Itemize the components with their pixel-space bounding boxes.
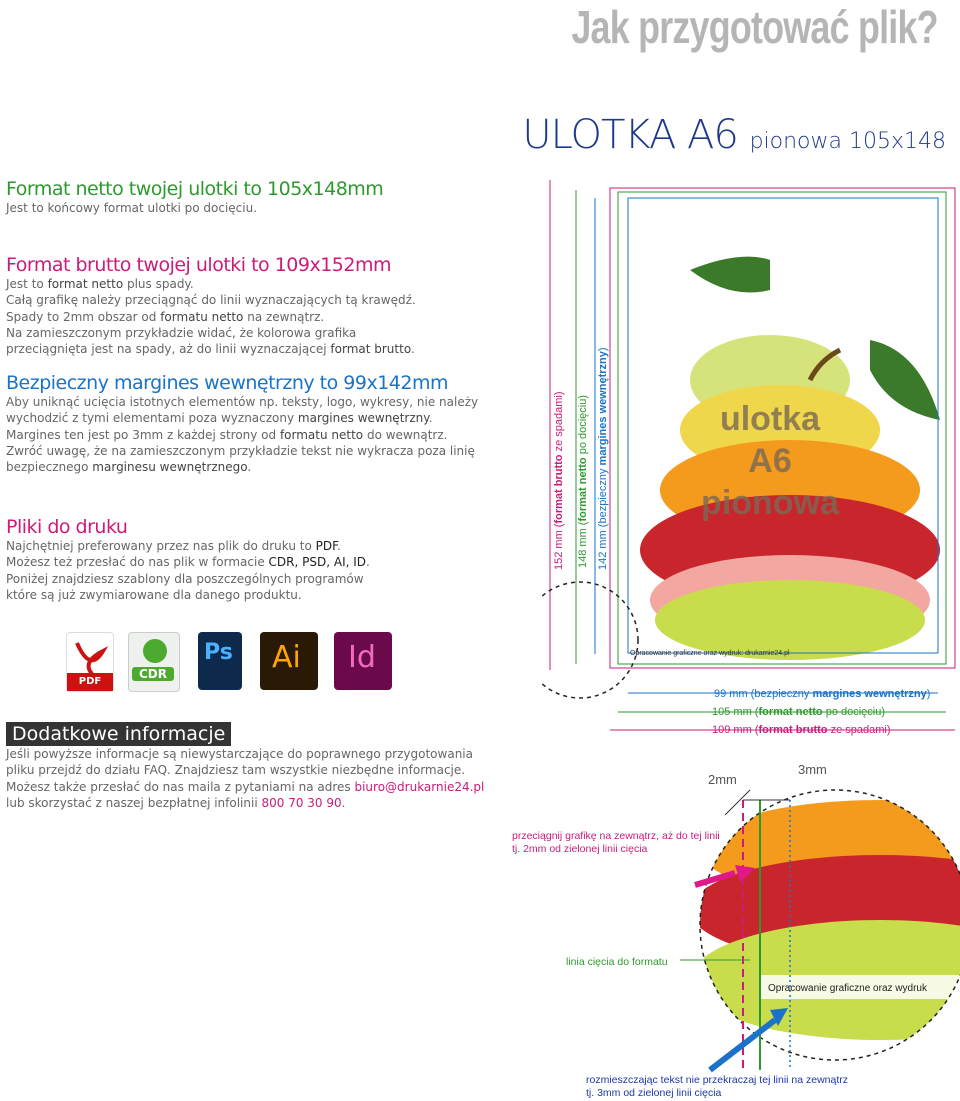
cdr-icon[interactable]: CDR	[128, 632, 180, 692]
files-text: Najchętniej preferowany przez nas plik do druku to PDF. Możesz też przesłać do nas plik w formacie CDR, PSD, AI, ID. Poniżej znajdziesz szablony dla poszczególnych programów które są już zwymiarowane dla danego produktu.	[6, 539, 370, 602]
section-files	[6, 516, 506, 603]
product-title	[522, 112, 946, 158]
margin-text: Aby uniknąć ucięcia istotnych elementów np. teksty, logo, wykresy, nie należy wychodzić z tymi elementami poza wyznaczony margines wewnętrzny. Margines ten jest po 3mm z każdej strony od formatu netto do wewnątrz. Zwróć uwagę, że na zamieszczonym przykładzie tekst nie wykracza poza linię bezpiecznego marginesu wewnętrznego.	[6, 395, 479, 475]
section-netto	[6, 178, 506, 216]
dim-142: 142 mm (bezpieczny margines wewnętrzny)	[597, 347, 609, 570]
product-main: ULOTKA A6	[522, 112, 738, 158]
dim-105: 105 mm (format netto po docięciu)	[712, 706, 886, 718]
section-extra	[6, 722, 506, 811]
photoshop-icon[interactable]: Ps	[198, 632, 242, 690]
dim-148: 148 mm (format netto po docięciu)	[577, 394, 589, 568]
netto-text: Jest to końcowy format ulotki po docięciu.	[6, 201, 258, 215]
zoom-credit: Opracowanie graficzne oraz wydruk	[768, 983, 927, 994]
section-brutto	[6, 254, 506, 357]
extra-heading: Dodatkowe informacje	[6, 722, 231, 746]
dim-109: 109 mm (format brutto ze spadami)	[712, 724, 891, 736]
files-heading: Pliki do druku	[6, 516, 128, 538]
zoom-3mm: 3mm	[798, 762, 827, 777]
pdf-icon[interactable]: PDF	[66, 632, 114, 692]
zoom-detail	[560, 770, 960, 1101]
dim-99: 99 mm (bezpieczny margines wewnętrzny)	[714, 688, 931, 700]
note-safe: rozmieszczając tekst nie przekraczaj tej linii na zewnątrz tj. 3mm od zielonej linii cięcia	[586, 1074, 849, 1099]
credit-text: Opracowanie graficzne oraz wydruk: drukarnie24.pl	[630, 650, 790, 657]
note-cut: linia cięcia do formatu	[566, 956, 668, 968]
extra-text: Jeśli powyższe informacje są niewystarczające do poprawnego przygotowania pliku przejdź do działu FAQ. Znajdziesz tam wszystkie niezbędne informacje. Możesz także przesłać do nas maila z pytaniami na adres biuro@drukarnie24.pl lub skorzystać z naszej bezpłatnej infolinii 800 70 30 90.	[6, 747, 485, 810]
phone-link[interactable]: 800 70 30 90	[261, 795, 342, 810]
dim-152: 152 mm (format brutto ze spadami)	[553, 391, 565, 570]
note-bleed: przeciągnij grafikę na zewnątrz, aż do tej linii tj. 2mm od zielonej linii cięcia	[512, 830, 720, 855]
email-link[interactable]: biuro@drukarnie24.pl	[354, 779, 485, 794]
margin-heading: Bezpieczny margines wewnętrzny to 99x142mm	[6, 372, 448, 394]
page-title: Jak przygotować plik?	[571, 1, 938, 53]
illustrator-icon[interactable]: Ai	[260, 632, 318, 690]
brutto-text: Jest to format netto plus spady. Całą grafikę należy przeciągnąć do linii wyznaczających tą krawędź. Spady to 2mm obszar od formatu netto na zewnątrz. Na zamieszczonym przykładzie widać, że kolorowa grafika przeciągnięta jest na spady, aż do linii wyznaczającej format brutto.	[6, 277, 416, 357]
zoom-2mm: 2mm	[708, 772, 737, 787]
indesign-icon[interactable]: Id	[334, 632, 392, 690]
netto-heading: Format netto twojej ulotki to 105x148mm	[6, 178, 384, 200]
section-margin	[6, 372, 506, 475]
product-sub: pionowa 105x148	[749, 129, 946, 154]
brutto-heading: Format brutto twojej ulotki to 109x152mm	[6, 254, 391, 276]
ulotka-label: ulotka A6 pionowa	[701, 400, 839, 522]
